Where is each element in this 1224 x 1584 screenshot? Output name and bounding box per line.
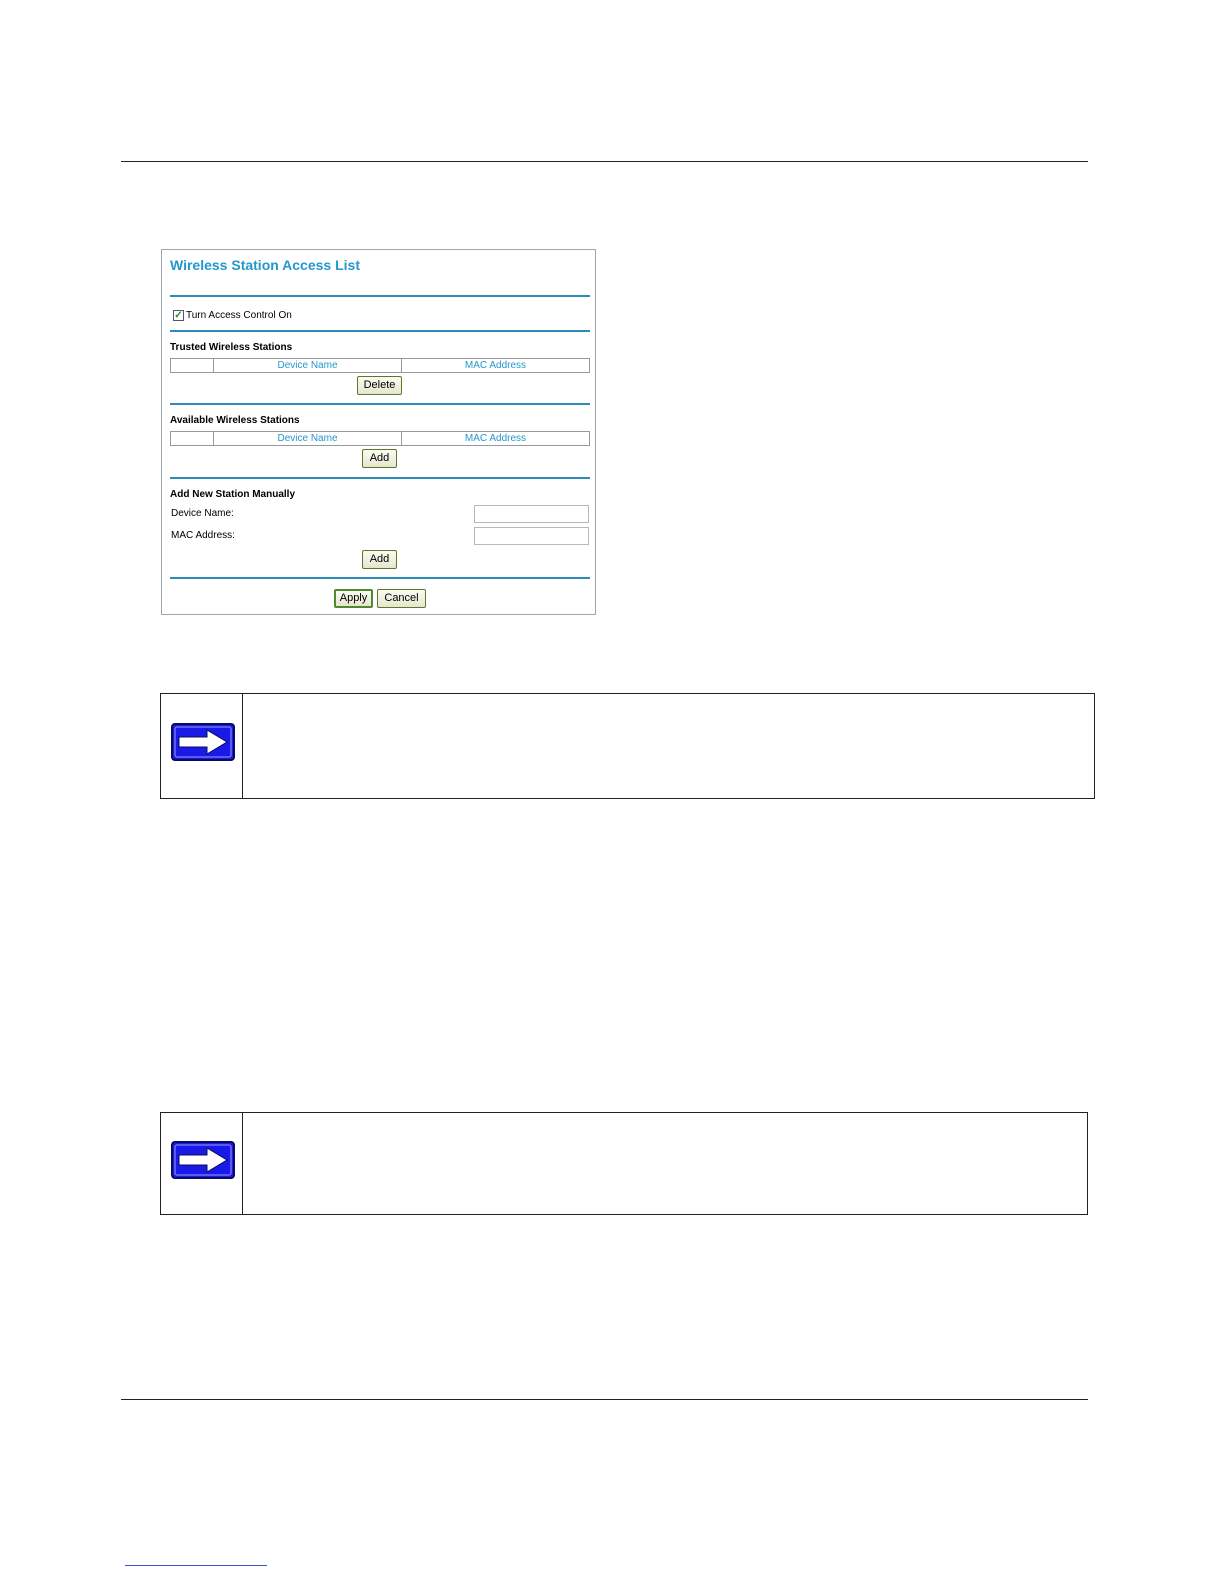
trusted-col-mac-address: MAC Address xyxy=(464,360,527,371)
panel-title: Wireless Station Access List xyxy=(170,257,360,273)
arrow-right-icon xyxy=(171,1141,235,1179)
apply-button[interactable]: Apply xyxy=(334,589,373,608)
manual-add-heading: Add New Station Manually xyxy=(170,489,296,500)
note-icon-cell xyxy=(161,694,243,798)
device-name-input[interactable] xyxy=(474,505,589,523)
cancel-button[interactable]: Cancel xyxy=(377,589,426,608)
add-manual-button[interactable]: Add xyxy=(362,550,397,569)
available-stations-table-header xyxy=(170,431,590,446)
section-divider xyxy=(170,577,590,579)
mac-address-input[interactable] xyxy=(474,527,589,545)
delete-button[interactable]: Delete xyxy=(357,376,402,395)
access-control-checkbox[interactable]: ✓ xyxy=(174,310,183,321)
trusted-stations-heading: Trusted Wireless Stations xyxy=(170,342,293,353)
note-box xyxy=(160,693,1095,799)
section-divider xyxy=(170,477,590,479)
access-control-label: Turn Access Control On xyxy=(186,310,292,321)
wireless-station-access-list-panel xyxy=(161,249,596,615)
available-stations-heading: Available Wireless Stations xyxy=(170,415,300,426)
note-icon-cell xyxy=(161,1113,243,1214)
note-box xyxy=(160,1112,1088,1215)
trusted-col-device-name: Device Name xyxy=(214,359,402,372)
available-col-device-name: Device Name xyxy=(214,432,402,445)
section-divider xyxy=(170,403,590,405)
footer-rule xyxy=(121,1399,1088,1400)
device-name-label: Device Name: xyxy=(171,508,234,519)
trusted-stations-table-header xyxy=(170,358,590,373)
arrow-right-icon xyxy=(171,723,235,761)
mac-address-label: MAC Address: xyxy=(171,530,235,541)
section-divider xyxy=(170,295,590,297)
footer-link-underline[interactable] xyxy=(125,1550,267,1566)
header-rule xyxy=(121,161,1088,162)
add-available-button[interactable]: Add xyxy=(362,449,397,468)
available-col-mac-address: MAC Address xyxy=(464,433,527,444)
section-divider xyxy=(170,330,590,332)
